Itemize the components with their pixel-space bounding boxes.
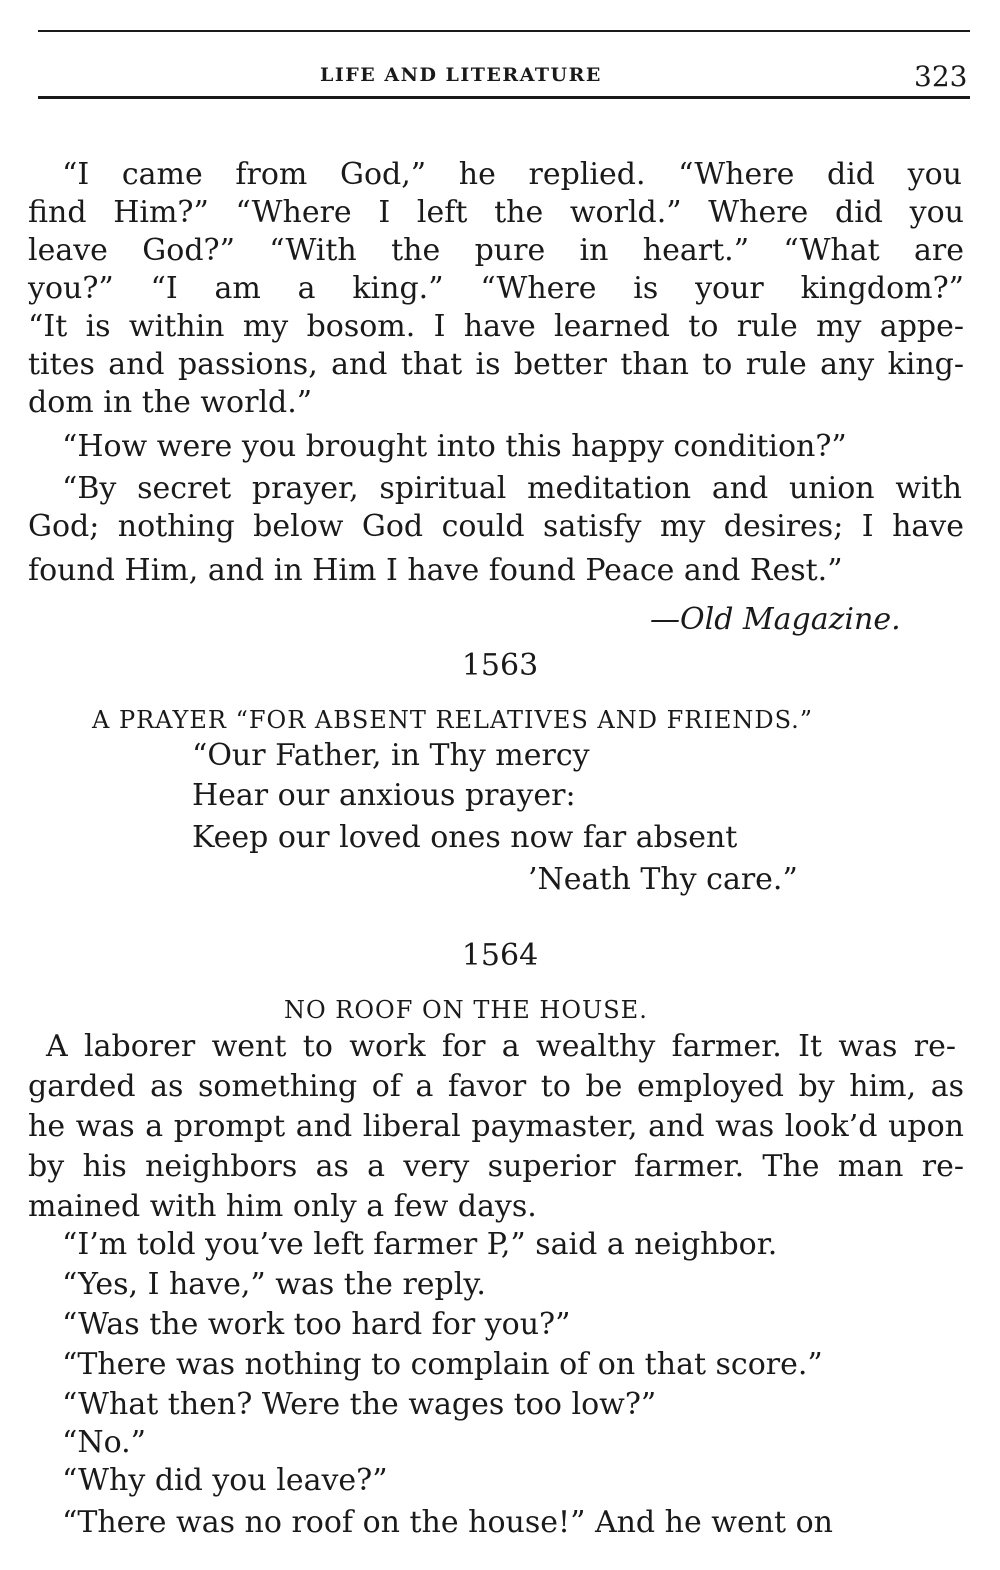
text-line: “I’m told you’ve left farmer P,” said a neighbor.	[62, 1227, 778, 1262]
text-line: find Him?” “Where I left the world.” Where did you	[28, 195, 964, 230]
text-line: “Yes, I have,” was the reply.	[62, 1267, 486, 1302]
text-line: “How were you brought into this happy condition?”	[62, 429, 847, 464]
entry-number: 1563	[461, 648, 539, 683]
entry-heading: NO ROOF ON THE HOUSE.	[284, 996, 648, 1024]
text-line: “There was nothing to complain of on that score.”	[62, 1347, 823, 1382]
page-number: 323	[914, 60, 968, 93]
verse-line: Keep our loved ones now far absent	[192, 820, 738, 855]
verse-line: ’Neath Thy care.”	[528, 862, 798, 897]
text-line: A laborer went to work for a wealthy farmer. It was re-	[46, 1029, 956, 1064]
text-line: you?” “I am a king.” “Where is your kingdom?”	[28, 271, 964, 306]
text-line: “I came from God,” he replied. “Where did you	[62, 157, 962, 192]
source-attribution: —Old Magazine.	[650, 602, 901, 637]
text-line: garded as something of a favor to be employed by him, as	[28, 1069, 964, 1104]
text-line: “By secret prayer, spiritual meditation and union with	[62, 471, 962, 506]
text-line: leave God?” “With the pure in heart.” “What are	[28, 233, 964, 268]
text-line: found Him, and in Him I have found Peace and Rest.”	[28, 553, 843, 588]
text-line: mained with him only a few days.	[28, 1189, 537, 1224]
header-rule-top	[38, 30, 970, 32]
text-line: “Was the work too hard for you?”	[62, 1307, 571, 1342]
entry-heading: A PRAYER “FOR ABSENT RELATIVES AND FRIENDS.”	[92, 706, 814, 734]
text-line: “No.”	[62, 1425, 146, 1460]
header-rule-bottom	[38, 96, 970, 99]
text-line: “There was no roof on the house!” And he went on	[62, 1505, 834, 1540]
text-line: tites and passions, and that is better than to rule any king-	[28, 347, 964, 382]
text-line: “It is within my bosom. I have learned to rule my appe-	[28, 309, 964, 344]
running-title: LIFE AND LITERATURE	[320, 64, 602, 86]
text-line: “What then? Were the wages too low?”	[62, 1387, 657, 1422]
verse-line: Hear our anxious prayer:	[192, 778, 576, 813]
text-line: by his neighbors as a very superior farmer. The man re-	[28, 1149, 964, 1184]
verse-line: “Our Father, in Thy mercy	[192, 738, 590, 773]
text-line: God; nothing below God could satisfy my desires; I have	[28, 509, 964, 544]
text-line: he was a prompt and liberal paymaster, and was look’d upon	[28, 1109, 964, 1144]
text-line: dom in the world.”	[28, 385, 313, 420]
text-line: “Why did you leave?”	[62, 1463, 388, 1498]
entry-number: 1564	[461, 938, 539, 973]
